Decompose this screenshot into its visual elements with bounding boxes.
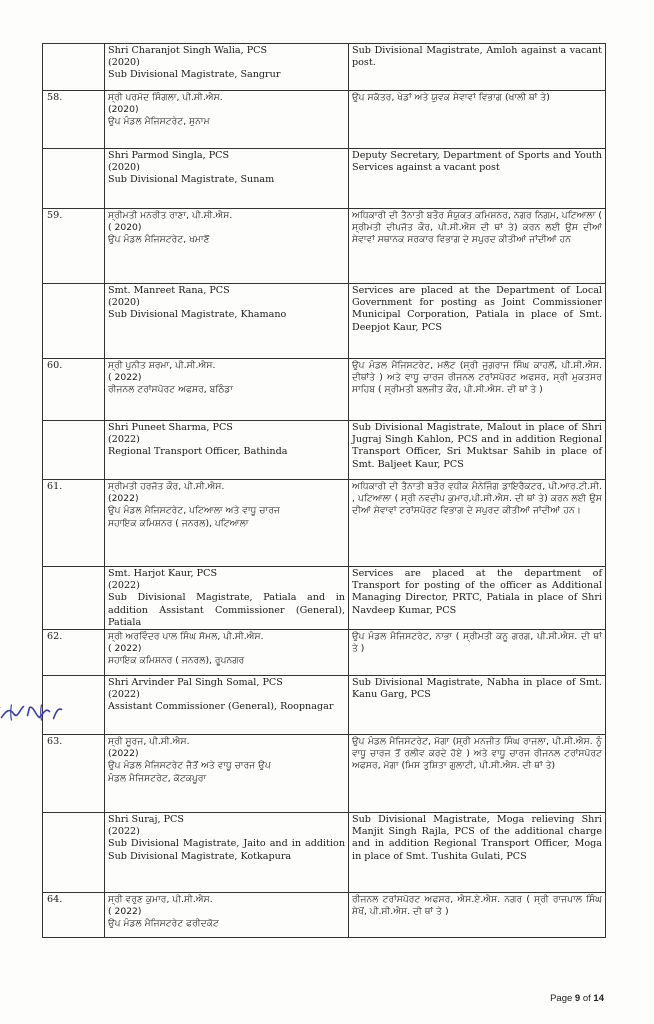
page-label-prefix: Page [550, 993, 575, 1004]
posting-punjabi: ਅਧਿਕਾਰੀ ਦੀ ਤੈਨਾਤੀ ਬਤੌਰ ਸੰਯੁਕਤ ਕਮਿਸ਼ਨਰ, ਨਗਰ ਨਿਗਮ, ਪਟਿਆਲਾ ( ਸ੍ਰੀਮਤੀ ਦੀਪਜੋਤ ਕੌਰ, ਪੀ.ਸੀ.ਐਸ ਦੀ ਥਾਂ ਤੇ) ਕਰਨ ਲਈ ਉਸ ਦੀਆਂ ਸੇਵਾਵਾਂ ਸਥਾਨਕ ਸਰਕਾਰ ਵਿਭਾਗ ਦੇ ਸਪੁਰਦ ਕੀਤੀਆਂ ਜਾਂਦੀਆਂ ਹਨ [349, 209, 606, 284]
posting-english: Sub Divisional Magistrate, Nabha in place of Smt. Kanu Garg, PCS [349, 676, 606, 735]
officer-line: ਸ੍ਰੀ ਸੂਰਜ, ਪੀ.ਸੀ.ਐਸ. [108, 736, 190, 748]
serial-number-blank [43, 813, 105, 893]
officer-line: Shri Arvinder Pal Singh Somal, PCS [108, 677, 283, 689]
serial-number: 63. [43, 735, 105, 813]
officer-line: ਉਪ ਮੰਡਲ ਮੈਜਿਸਟਰੇਟ, ਪਟਿਆਲਾ ਅਤੇ ਵਾਧੂ ਚਾਰਜ [108, 505, 280, 517]
officer-line: ਉਪ ਮੰਡਲ ਮੈਜਿਸਟਰੇਟ ਜੈਤੋਂ ਅਤੇ ਵਾਧੂ ਚਾਰਜ ਉਪ [108, 760, 271, 772]
transfer-orders-table [42, 43, 606, 938]
punjabi-row [43, 359, 606, 421]
officer-english [105, 567, 349, 630]
officer-english [105, 284, 349, 359]
officer-line: (2022) [108, 748, 139, 760]
officer-line: Smt. Manreet Rana, PCS [108, 285, 230, 296]
officer-english [105, 676, 349, 735]
serial-number-blank [43, 421, 105, 480]
officer-punjabi [105, 893, 349, 938]
officer-line: (2022) [108, 689, 140, 701]
officer-line: ਸਹਾਇਕ ਕਮਿਸ਼ਨਰ ( ਜਨਰਲ), ਰੂਪਨਗਰ [108, 655, 245, 667]
serial-number-blank [43, 284, 105, 359]
officer-line: ( 2022) [108, 643, 142, 655]
officer-line: ਸ੍ਰੀ ਪੁਨੀਤ ਸ਼ਰਮਾ, ਪੀ.ਸੀ.ਐਸ. [108, 360, 216, 371]
posting-english: Sub Divisional Magistrate, Malout in place of Shri Jugraj Singh Kahlon, PCS and in addition Regional Transport Officer, Sri Muktsar Sahib in place of Smt. Baljeet Kaur, PCS [349, 421, 606, 480]
officer-line: (2020) [108, 162, 140, 174]
officer-line: ਉਪ ਮੰਡਲ ਮੈਜਿਸਟਰੇਟ ਫਰੀਦਕੋਟ [108, 918, 219, 930]
officer-line: ਸ੍ਰੀਮਤੀ ਮਨਰੀਤ ਰਾਣਾ, ਪੀ.ਸੀ.ਐਸ. [108, 210, 233, 221]
posting-english: Services are placed at the department of Transport for posting of the officer as Additional Managing Director, PRTC, Patiala in place of Shri Navdeep Kumar, PCS [349, 567, 606, 630]
officer-line: ( 2020) [108, 222, 142, 234]
officer-line: ਸ੍ਰੀ ਪਰਮੋਦ ਸਿੰਗਲਾ, ਪੀ.ਸੀ.ਐਸ. [108, 92, 223, 103]
posting-english: Sub Divisional Magistrate, Amloh against a vacant post. [349, 44, 606, 91]
officer-line: ( 2022) [108, 372, 142, 384]
officer-line: ਉਪ ਮੰਡਲ ਮੈਜਿਸਟਰੇਟ, ਖਮਾਣੋਂ [108, 234, 210, 246]
officer-designation: Sub Divisional Magistrate, Khamano [108, 309, 287, 321]
handwritten-signature [0, 702, 67, 724]
posting-punjabi: ਉਪ ਮੰਡਲ ਮੈਜਿਸਟਰੇਟ, ਮੋਗਾ (ਸ੍ਰੀ ਮਨਜੀਤ ਸਿੰਘ ਰਾਜਲਾ, ਪੀ.ਸੀ.ਐਸ. ਨੂੰ ਵਾਧੂ ਚਾਰਜ ਤੋਂ ਰਲੀਵ ਕਰਦੇ ਹੋਏ ) ਅਤੇ ਵਾਧੂ ਚਾਰਜ ਰੀਜਨਲ ਟਰਾਂਸਪੋਰਟ ਅਫਸਰ, ਮੋਗਾ (ਮਿਸ ਤੁਸ਼ਿਤਾ ਗੁਲਾਟੀ, ਪੀ.ਸੀ.ਐਸ. ਦੀ ਥਾਂ ਤੇ) [349, 735, 606, 813]
officer-line: ਸ੍ਰੀ ਅਰਵਿੰਦਰ ਪਾਲ ਸਿੰਘ ਸੋਮਲ, ਪੀ.ਸੀ.ਐਸ. [108, 631, 264, 643]
officer-line: (2022) [108, 434, 140, 446]
posting-punjabi: ਉਪ ਸਕੱਤਰ, ਖੇਡਾਂ ਅਤੇ ਯੁਵਕ ਸੇਵਾਵਾਂ ਵਿਭਾਗ (ਖਾਲੀ ਥਾਂ ਤੇ) [349, 91, 606, 149]
serial-number: 61. [43, 480, 105, 567]
posting-english: Sub Divisional Magistrate, Moga relieving Shri Manjit Singh Rajla, PCS of the additional charge and in addition Regional Transport Officer, Moga in place of Smt. Tushita Gulati, PCS [349, 813, 606, 893]
officer-designation: Sub Divisional Magistrate, Sangrur [108, 69, 281, 81]
officer-line: Smt. Harjot Kaur, PCS [108, 568, 218, 579]
serial-number: 58. [43, 91, 105, 149]
officer-line: (2020) [108, 57, 140, 69]
total-page-count: 14 [593, 993, 604, 1004]
officer-line: ਰੀਜਨਲ ਟਰਾਂਸਪੋਰਟ ਅਫਸਰ, ਬਠਿੰਡਾ [108, 384, 233, 396]
officer-line: ( 2022) [108, 906, 142, 918]
punjabi-row [43, 630, 606, 676]
english-row [43, 567, 606, 630]
posting-punjabi: ਉਪ ਮੰਡਲ ਮੈਜਿਸਟਰੇਟ, ਮਲੋਟ (ਸ੍ਰੀ ਜੁਗਰਾਜ ਸਿੰਘ ਕਾਹਲੋਂ, ਪੀ.ਸੀ.ਐਸ. ਦੀਥਾਂਤੇ ) ਅਤੇ ਵਾਧੂ ਚਾਰਜ ਰੀਜਨਲ ਟਰਾਂਸਪੋਰਟ ਅਫਸਰ, ਸ੍ਰੀ ਮੁਕਤਸਰ ਸਾਹਿਬ ( ਸ੍ਰੀਮਤੀ ਬਲਜੀਤ ਕੌਰ, ਪੀ.ਸੀ.ਐਸ. ਦੀ ਥਾਂ ਤੇ ) [349, 359, 606, 421]
officer-line: ਮੰਡਲ ਮੈਜਿਸਟਰੇਟ, ਕੋਟਕਪੂਰਾ [108, 772, 207, 784]
serial-number-blank [43, 149, 105, 209]
officer-designation: Sub Divisional Magistrate, Jaito and in addition Sub Divisional Magistrate, Kotkapura [108, 838, 345, 862]
officer-line: (2020) [108, 297, 140, 309]
punjabi-row [43, 480, 606, 567]
officer-line: ਸ੍ਰੀਮਤੀ ਹਰਜੋਤ ਕੌਰ, ਪੀ.ਸੀ.ਐਸ. [108, 481, 225, 492]
posting-english: Deputy Secretary, Department of Sports and Youth Services against a vacant post [349, 149, 606, 209]
punjabi-row [43, 91, 606, 149]
officer-line: (2022) [108, 493, 139, 505]
serial-number: 62. [43, 630, 105, 676]
serial-number-blank [43, 567, 105, 630]
officer-designation: Assistant Commissioner (General), Roopnagar [108, 701, 334, 713]
officer-line: (2020) [108, 104, 139, 116]
punjabi-row [43, 735, 606, 813]
officer-line: (2022) [108, 826, 140, 838]
officer-line: Shri Puneet Sharma, PCS [108, 422, 233, 433]
officer-punjabi [105, 209, 349, 284]
officer-line: ਸ੍ਰੀ ਵਰੁਣ ਕੁਮਾਰ, ਪੀ.ਸੀ.ਐਸ. [108, 894, 213, 906]
officer-punjabi [105, 735, 349, 813]
punjabi-row [43, 209, 606, 284]
english-row [43, 149, 606, 209]
page-footer [550, 993, 604, 1004]
serial-number: 59. [43, 209, 105, 284]
english-row [43, 676, 606, 735]
officer-punjabi [105, 480, 349, 567]
officer-designation: Sub Divisional Magistrate, Sunam [108, 174, 275, 186]
officer-english [105, 421, 349, 480]
posting-english: Services are placed at the Department of Local Government for posting as Joint Commissioner Municipal Corporation, Patiala in place of Smt. Deepjot Kaur, PCS [349, 284, 606, 359]
posting-punjabi: ਉਪ ਮੰਡਲ ਮੈਜਿਸਟਰੇਟ, ਨਾਭਾ ( ਸ੍ਰੀਮਤੀ ਕਨੂ ਗਰਗ, ਪੀ.ਸੀ.ਐਸ. ਦੀ ਥਾਂ ਤੇ ) [349, 630, 606, 676]
page-label-middle: of [580, 993, 594, 1004]
serial-number: 60. [43, 359, 105, 421]
english-row [43, 421, 606, 480]
current-page-number: 9 [574, 993, 581, 1004]
officer-line: ਉਪ ਮੰਡਲ ਮੈਜਿਸਟਰੇਟ, ਸੁਨਾਮ [108, 116, 210, 128]
english-row [43, 813, 606, 893]
officer-punjabi [105, 359, 349, 421]
english-row [43, 284, 606, 359]
serial-number: 64. [43, 893, 105, 938]
officer-line: ਸਹਾਇਕ ਕਮਿਸ਼ਨਰ ( ਜਨਰਲ), ਪਟਿਆਲਾ [108, 517, 249, 529]
officer-line: (2022) [108, 580, 140, 592]
punjabi-row [43, 893, 606, 938]
officer-english [105, 44, 349, 91]
officer-punjabi [105, 91, 349, 149]
officer-designation: Sub Divisional Magistrate, Patiala and in addition Assistant Commissioner (General), Patiala [108, 592, 345, 628]
officer-english [105, 149, 349, 209]
officer-english [105, 813, 349, 893]
officer-designation: Regional Transport Officer, Bathinda [108, 446, 288, 458]
english-row [43, 44, 606, 91]
officer-line: Shri Suraj, PCS [108, 814, 184, 826]
officer-punjabi [105, 630, 349, 676]
serial-number-blank [43, 44, 105, 91]
officer-line: Shri Charanjot Singh Walia, PCS [108, 45, 268, 56]
officer-line: Shri Parmod Singla, PCS [108, 150, 230, 161]
posting-punjabi: ਅਧਿਕਾਰੀ ਦੀ ਤੈਨਾਤੀ ਬਤੌਰ ਵਧੀਕ ਮੈਨੇਜਿੰਗ ਡਾਇਰੈਕਟਰ, ਪੀ.ਆਰ.ਟੀ.ਸੀ. , ਪਟਿਆਲਾ ( ਸ੍ਰੀ ਨਵਦੀਪ ਕੁਮਾਰ,ਪੀ.ਸੀ.ਐਸ. ਦੀ ਥਾਂ ਤੇ) ਕਰਨ ਲਈ ਉਸ ਦੀਆਂ ਸੇਵਾਵਾਂ ਟਰਾਂਸਪੋਰਟ ਵਿਭਾਗ ਦੇ ਸਪੁਰਦ ਕੀਤੀਆਂ ਜਾਂਦੀਆਂ ਹਨ। [349, 480, 606, 567]
signature-scribble-icon [0, 702, 67, 724]
posting-punjabi: ਰੀਜਨਲ ਟਰਾਂਸਪੋਰਟ ਅਫਸਰ, ਐਸ.ਏ.ਐਸ. ਨਗਰ ( ਸ੍ਰੀ ਰਾਜਪਾਲ ਸਿੰਘ ਸੇਖੋਂ, ਪੀ.ਸੀ.ਐਸ. ਦੀ ਥਾਂ ਤੇ ) [349, 893, 606, 938]
